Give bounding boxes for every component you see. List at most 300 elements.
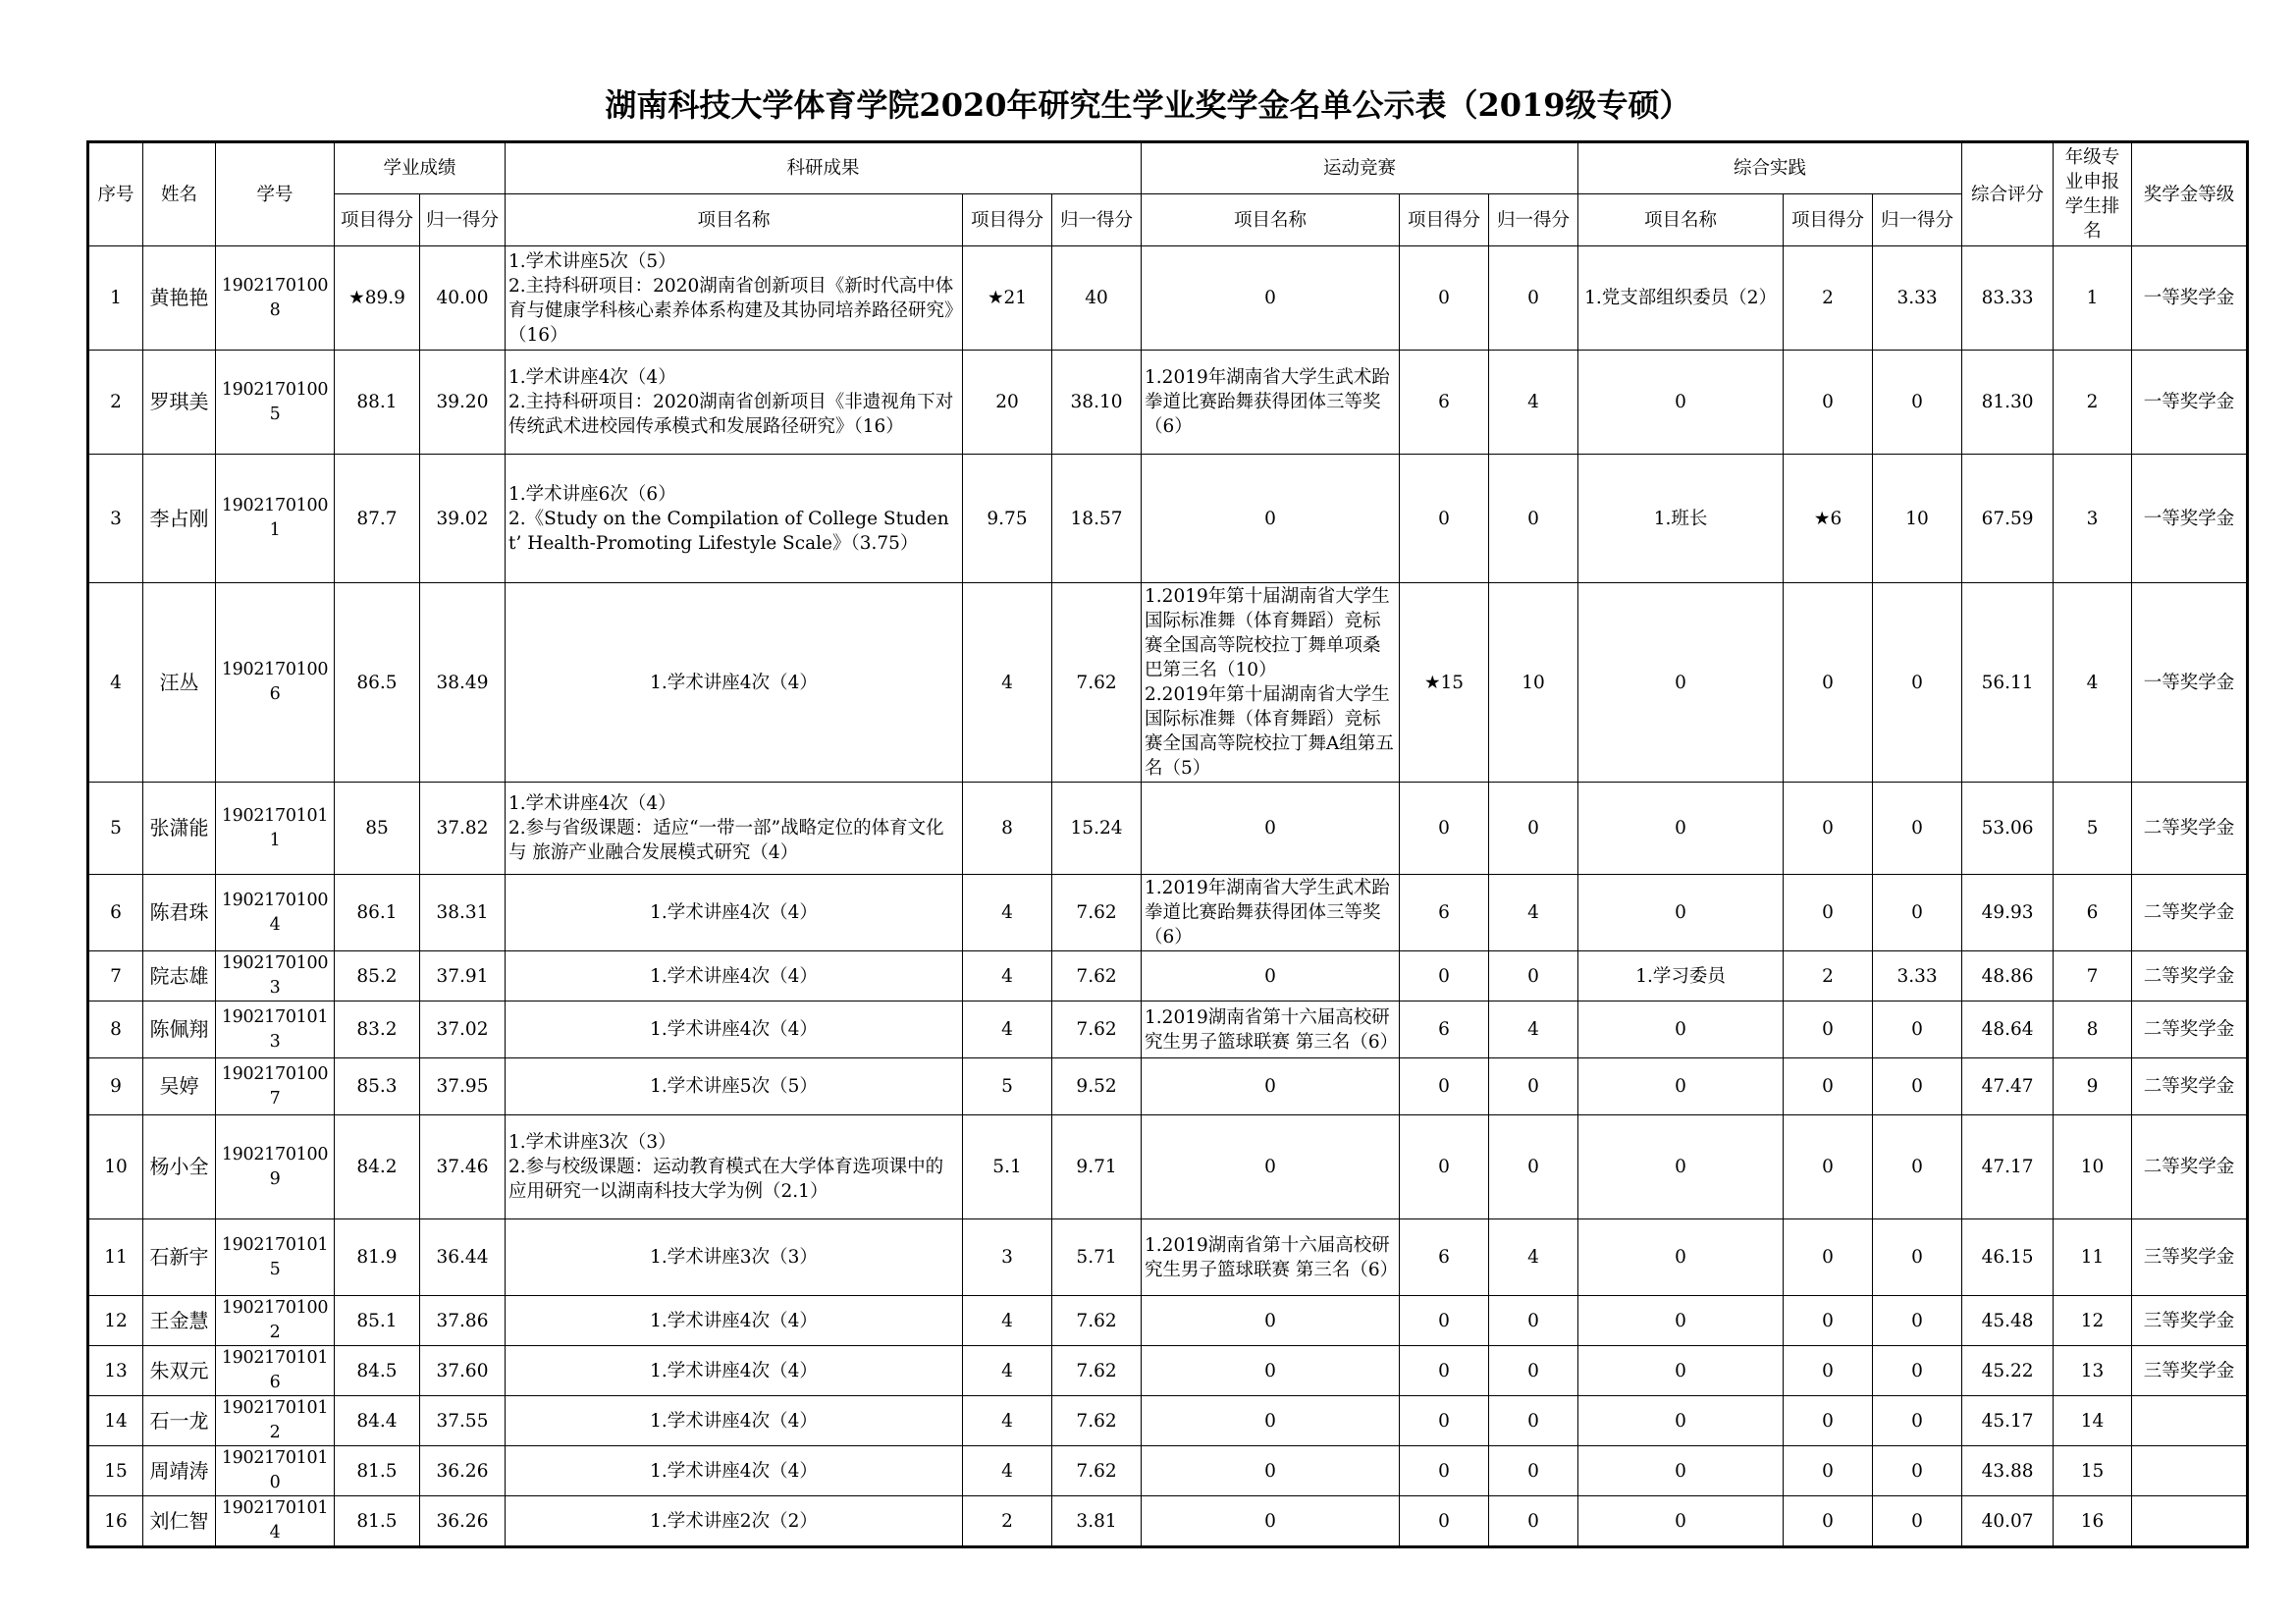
cell-research-norm-score: 15.24 — [1052, 783, 1142, 875]
cell-research-items — [506, 1115, 963, 1219]
header-academic-norm-score: 归一得分 — [420, 194, 506, 246]
cell-research-norm-score: 7.62 — [1052, 1001, 1142, 1058]
cell-seq: 1 — [88, 246, 143, 351]
cell-scholarship-level — [2132, 1396, 2248, 1446]
cell-research-items — [506, 246, 963, 351]
cell-academic-norm-score: 38.31 — [420, 875, 506, 951]
cell-academic-norm-score: 37.95 — [420, 1058, 506, 1115]
cell-name: 罗琪美 — [143, 351, 216, 455]
cell-practice-items-line: 0 — [1675, 1410, 1686, 1432]
cell-research-norm-score: 9.71 — [1052, 1115, 1142, 1219]
cell-total-score: 45.48 — [1962, 1296, 2054, 1346]
cell-sports-norm-score: 0 — [1489, 1058, 1578, 1115]
cell-academic-norm-score: 36.26 — [420, 1446, 506, 1496]
cell-practice-items-line: 0 — [1675, 1460, 1686, 1482]
cell-practice-items-line: 0 — [1675, 672, 1686, 693]
cell-research-norm-score: 38.10 — [1052, 351, 1142, 455]
cell-practice-items — [1578, 875, 1784, 951]
header-research-item-name: 项目名称 — [506, 194, 963, 246]
cell-rank: 9 — [2054, 1058, 2132, 1115]
header-academic-item-score: 项目得分 — [335, 194, 420, 246]
cell-practice-item-score: 0 — [1784, 783, 1873, 875]
cell-research-items-line: 1.学术讲座4次（4） — [650, 1360, 818, 1381]
cell-sports-item-score: 6 — [1400, 875, 1489, 951]
cell-scholarship-level: 二等奖学金 — [2132, 951, 2248, 1001]
cell-total-score: 46.15 — [1962, 1219, 2054, 1296]
cell-sports-items — [1142, 875, 1400, 951]
header-sports-norm-score: 归一得分 — [1489, 194, 1578, 246]
cell-academic-norm-score: 36.26 — [420, 1496, 506, 1547]
cell-scholarship-level: 一等奖学金 — [2132, 583, 2248, 783]
cell-sports-item-score: 0 — [1400, 1058, 1489, 1115]
cell-practice-items — [1578, 1058, 1784, 1115]
cell-seq: 9 — [88, 1058, 143, 1115]
cell-seq: 11 — [88, 1219, 143, 1296]
cell-student-id: 19021701012 — [216, 1396, 335, 1446]
cell-name: 院志雄 — [143, 951, 216, 1001]
cell-research-item-score: 4 — [963, 951, 1052, 1001]
header-practice-item-score: 项目得分 — [1784, 194, 1873, 246]
cell-sports-item-score: 0 — [1400, 246, 1489, 351]
cell-total-score: 53.06 — [1962, 783, 2054, 875]
cell-sports-items-line: 0 — [1264, 508, 1276, 529]
cell-practice-items-line: 0 — [1675, 902, 1686, 923]
cell-practice-norm-score: 0 — [1873, 875, 1962, 951]
cell-sports-norm-score: 4 — [1489, 875, 1578, 951]
cell-practice-norm-score: 0 — [1873, 351, 1962, 455]
cell-research-item-score: 8 — [963, 783, 1052, 875]
header-rank: 年级专业申报学生排名 — [2054, 142, 2132, 246]
cell-research-items-line: 2.《Study on the Compilation of College Student’ Health-Promoting Lifestyle Scale》（3.75） — [508, 508, 949, 554]
cell-seq: 16 — [88, 1496, 143, 1547]
scholarship-table — [86, 140, 2249, 1548]
cell-total-score: 49.93 — [1962, 875, 2054, 951]
cell-academic-item-score: 85.1 — [335, 1296, 420, 1346]
cell-sports-norm-score: 4 — [1489, 1001, 1578, 1058]
cell-total-score: 81.30 — [1962, 351, 2054, 455]
header-sports: 运动竞赛 — [1142, 142, 1578, 194]
cell-name: 李占刚 — [143, 455, 216, 583]
cell-sports-items — [1142, 1296, 1400, 1346]
cell-seq: 13 — [88, 1346, 143, 1396]
cell-academic-item-score: 85.2 — [335, 951, 420, 1001]
cell-sports-norm-score: 0 — [1489, 1446, 1578, 1496]
cell-total-score: 83.33 — [1962, 246, 2054, 351]
cell-practice-item-score: 0 — [1784, 875, 1873, 951]
cell-sports-items-line: 0 — [1264, 1157, 1276, 1177]
cell-practice-items — [1578, 583, 1784, 783]
cell-sports-items-line: 1.2019年湖南省大学生武术跆拳道比赛跆舞获得团体三等奖（6） — [1145, 878, 1390, 947]
cell-research-norm-score: 7.62 — [1052, 1296, 1142, 1346]
cell-sports-items-line: 0 — [1264, 965, 1276, 987]
cell-practice-norm-score: 0 — [1873, 783, 1962, 875]
table-row — [88, 1346, 2248, 1396]
cell-scholarship-level: 一等奖学金 — [2132, 455, 2248, 583]
cell-name: 张潇能 — [143, 783, 216, 875]
cell-research-items — [506, 1446, 963, 1496]
cell-research-items — [506, 1219, 963, 1296]
cell-research-items — [506, 1396, 963, 1446]
cell-academic-norm-score: 39.20 — [420, 351, 506, 455]
header-total: 综合评分 — [1962, 142, 2054, 246]
cell-sports-norm-score: 4 — [1489, 351, 1578, 455]
header-practice: 综合实践 — [1578, 142, 1962, 194]
cell-seq: 2 — [88, 351, 143, 455]
cell-practice-items — [1578, 951, 1784, 1001]
cell-research-norm-score: 7.62 — [1052, 583, 1142, 783]
cell-research-item-score: 2 — [963, 1496, 1052, 1547]
cell-research-items-line: 1.学术讲座5次（5） — [508, 250, 676, 272]
cell-research-items — [506, 455, 963, 583]
cell-research-items-line: 1.学术讲座5次（5） — [650, 1076, 818, 1097]
cell-academic-item-score: 86.5 — [335, 583, 420, 783]
cell-academic-norm-score: 37.55 — [420, 1396, 506, 1446]
cell-rank: 13 — [2054, 1346, 2132, 1396]
cell-practice-items — [1578, 1346, 1784, 1396]
cell-seq: 5 — [88, 783, 143, 875]
cell-research-items-line: 1.学术讲座6次（6） — [508, 483, 676, 505]
cell-research-norm-score: 18.57 — [1052, 455, 1142, 583]
cell-research-item-score: 4 — [963, 583, 1052, 783]
cell-research-items — [506, 951, 963, 1001]
cell-rank: 14 — [2054, 1396, 2132, 1446]
cell-sports-items-line: 0 — [1264, 1360, 1276, 1381]
cell-academic-item-score: 81.5 — [335, 1496, 420, 1547]
cell-total-score: 45.22 — [1962, 1346, 2054, 1396]
cell-practice-norm-score: 3.33 — [1873, 246, 1962, 351]
cell-scholarship-level: 二等奖学金 — [2132, 875, 2248, 951]
cell-practice-norm-score: 0 — [1873, 1496, 1962, 1547]
cell-practice-items — [1578, 351, 1784, 455]
cell-practice-item-score: 0 — [1784, 1219, 1873, 1296]
table-row — [88, 1296, 2248, 1346]
cell-research-item-score: 5 — [963, 1058, 1052, 1115]
cell-sports-items — [1142, 951, 1400, 1001]
cell-academic-item-score: 84.2 — [335, 1115, 420, 1219]
table-row — [88, 1396, 2248, 1446]
header-research-norm-score: 归一得分 — [1052, 194, 1142, 246]
cell-research-item-score: 5.1 — [963, 1115, 1052, 1219]
cell-total-score: 47.47 — [1962, 1058, 2054, 1115]
cell-practice-norm-score: 0 — [1873, 1296, 1962, 1346]
cell-practice-item-score: 2 — [1784, 246, 1873, 351]
cell-sports-item-score: 0 — [1400, 1496, 1489, 1547]
cell-practice-items — [1578, 1396, 1784, 1446]
cell-sports-items — [1142, 783, 1400, 875]
cell-seq: 3 — [88, 455, 143, 583]
cell-research-items-line: 1.学术讲座3次（3） — [650, 1247, 818, 1268]
cell-academic-item-score: 85.3 — [335, 1058, 420, 1115]
cell-research-norm-score: 7.62 — [1052, 1396, 1142, 1446]
cell-practice-item-score: 0 — [1784, 351, 1873, 455]
cell-sports-items — [1142, 1496, 1400, 1547]
cell-research-norm-score: 40 — [1052, 246, 1142, 351]
cell-rank: 1 — [2054, 246, 2132, 351]
cell-academic-item-score: 86.1 — [335, 875, 420, 951]
cell-scholarship-level — [2132, 1446, 2248, 1496]
cell-practice-items — [1578, 1446, 1784, 1496]
cell-practice-items-line: 0 — [1675, 1247, 1686, 1268]
cell-sports-item-score: 0 — [1400, 1396, 1489, 1446]
cell-practice-item-score: 0 — [1784, 1001, 1873, 1058]
header-academic: 学业成绩 — [335, 142, 506, 194]
cell-sports-items — [1142, 351, 1400, 455]
cell-research-item-score: 20 — [963, 351, 1052, 455]
cell-sports-items-line: 1.2019年第十届湖南省大学生国际标准舞（体育舞蹈）竞标赛全国高等院校拉丁舞单项桑巴第三名（10） — [1145, 586, 1390, 680]
header-sports-item-score: 项目得分 — [1400, 194, 1489, 246]
cell-practice-norm-score: 0 — [1873, 1115, 1962, 1219]
cell-practice-items-line: 0 — [1675, 392, 1686, 412]
cell-research-item-score: 4 — [963, 1346, 1052, 1396]
cell-practice-items — [1578, 455, 1784, 583]
cell-sports-items-line: 0 — [1264, 1076, 1276, 1097]
cell-rank: 15 — [2054, 1446, 2132, 1496]
cell-practice-norm-score: 0 — [1873, 1001, 1962, 1058]
cell-research-items-line: 2.参与省级课题：适应“一带一部”战略定位的体育文化与 旅游产业融合发展模式研究（4） — [508, 818, 944, 863]
cell-sports-norm-score: 0 — [1489, 1346, 1578, 1396]
cell-research-items-line: 1.学术讲座3次（3） — [508, 1132, 676, 1153]
cell-research-items — [506, 1496, 963, 1547]
cell-total-score: 67.59 — [1962, 455, 2054, 583]
cell-sports-norm-score: 0 — [1489, 1496, 1578, 1547]
cell-research-items-line: 1.学术讲座4次（4） — [650, 1460, 818, 1482]
page-title: 湖南科技大学体育学院2020年研究生学业奖学金名单公示表（2019级专硕） — [605, 86, 1691, 124]
cell-seq: 8 — [88, 1001, 143, 1058]
cell-academic-item-score: 81.9 — [335, 1219, 420, 1296]
cell-student-id: 19021701014 — [216, 1496, 335, 1547]
cell-research-norm-score: 5.71 — [1052, 1219, 1142, 1296]
cell-academic-item-score: ★89.9 — [335, 246, 420, 351]
cell-student-id: 19021701002 — [216, 1296, 335, 1346]
cell-total-score: 56.11 — [1962, 583, 2054, 783]
cell-practice-items-line: 0 — [1675, 1019, 1686, 1040]
table-row — [88, 246, 2248, 351]
cell-practice-item-score: 0 — [1784, 1346, 1873, 1396]
cell-research-item-score: 4 — [963, 875, 1052, 951]
header-research: 科研成果 — [506, 142, 1142, 194]
cell-name: 黄艳艳 — [143, 246, 216, 351]
cell-research-items-line: 1.学术讲座4次（4） — [650, 1310, 818, 1331]
cell-sports-norm-score: 0 — [1489, 1115, 1578, 1219]
cell-scholarship-level: 一等奖学金 — [2132, 351, 2248, 455]
cell-research-items — [506, 351, 963, 455]
cell-rank: 3 — [2054, 455, 2132, 583]
cell-research-items — [506, 783, 963, 875]
cell-academic-item-score: 83.2 — [335, 1001, 420, 1058]
table-row — [88, 455, 2248, 583]
cell-research-norm-score: 7.62 — [1052, 951, 1142, 1001]
cell-student-id: 19021701010 — [216, 1446, 335, 1496]
cell-rank: 12 — [2054, 1296, 2132, 1346]
header-student-id: 学号 — [216, 142, 335, 246]
cell-total-score: 40.07 — [1962, 1496, 2054, 1547]
table-row — [88, 583, 2248, 783]
cell-sports-norm-score: 0 — [1489, 1296, 1578, 1346]
cell-scholarship-level: 二等奖学金 — [2132, 1001, 2248, 1058]
cell-academic-norm-score: 36.44 — [420, 1219, 506, 1296]
cell-practice-items — [1578, 1219, 1784, 1296]
cell-sports-items-line: 0 — [1264, 1460, 1276, 1482]
cell-sports-items-line: 2.2019年第十届湖南省大学生国际标准舞（体育舞蹈）竞标赛全国高等院校拉丁舞A组第五名（5） — [1145, 684, 1394, 779]
cell-sports-norm-score: 10 — [1489, 583, 1578, 783]
table-row — [88, 783, 2248, 875]
cell-name: 杨小全 — [143, 1115, 216, 1219]
cell-academic-item-score: 84.4 — [335, 1396, 420, 1446]
cell-student-id: 19021701001 — [216, 455, 335, 583]
cell-research-item-score: 4 — [963, 1001, 1052, 1058]
cell-research-norm-score: 9.52 — [1052, 1058, 1142, 1115]
cell-academic-norm-score: 38.49 — [420, 583, 506, 783]
cell-student-id: 19021701005 — [216, 351, 335, 455]
table-row — [88, 875, 2248, 951]
cell-sports-item-score: 0 — [1400, 783, 1489, 875]
cell-name: 石新宇 — [143, 1219, 216, 1296]
cell-practice-item-score: 0 — [1784, 1115, 1873, 1219]
cell-sports-item-score: 6 — [1400, 1001, 1489, 1058]
cell-academic-item-score: 85 — [335, 783, 420, 875]
header-practice-item-name: 项目名称 — [1578, 194, 1784, 246]
cell-seq: 15 — [88, 1446, 143, 1496]
cell-research-items-line: 1.学术讲座4次（4） — [650, 1410, 818, 1432]
cell-practice-items-line: 0 — [1675, 818, 1686, 839]
cell-seq: 6 — [88, 875, 143, 951]
cell-research-items — [506, 583, 963, 783]
cell-academic-item-score: 84.5 — [335, 1346, 420, 1396]
header-level: 奖学金等级 — [2132, 142, 2248, 246]
cell-practice-norm-score: 3.33 — [1873, 951, 1962, 1001]
cell-practice-item-score: 0 — [1784, 1446, 1873, 1496]
cell-seq: 7 — [88, 951, 143, 1001]
cell-total-score: 45.17 — [1962, 1396, 2054, 1446]
cell-total-score: 47.17 — [1962, 1115, 2054, 1219]
cell-practice-norm-score: 0 — [1873, 583, 1962, 783]
cell-student-id: 19021701006 — [216, 583, 335, 783]
cell-practice-items-line: 0 — [1675, 1360, 1686, 1381]
cell-practice-norm-score: 0 — [1873, 1446, 1962, 1496]
cell-sports-items — [1142, 1115, 1400, 1219]
cell-research-item-score: 9.75 — [963, 455, 1052, 583]
cell-name: 周靖涛 — [143, 1446, 216, 1496]
cell-rank: 16 — [2054, 1496, 2132, 1547]
cell-research-items-line: 2.参与校级课题：运动教育模式在大学体育选项课中的应用研究一以湖南科技大学为例（2.1） — [508, 1157, 944, 1202]
cell-name: 吴婷 — [143, 1058, 216, 1115]
cell-sports-item-score: 0 — [1400, 1346, 1489, 1396]
cell-sports-items — [1142, 1346, 1400, 1396]
cell-scholarship-level: 二等奖学金 — [2132, 1058, 2248, 1115]
cell-total-score: 43.88 — [1962, 1446, 2054, 1496]
cell-research-items-line: 1.学术讲座4次（4） — [650, 965, 818, 987]
cell-rank: 6 — [2054, 875, 2132, 951]
cell-sports-item-score: 0 — [1400, 1446, 1489, 1496]
cell-research-items-line: 2.主持科研项目：2020湖南省创新项目《新时代高中体育与健康学科核心素养体系构建及其协同培养路径研究》（16） — [508, 275, 954, 346]
cell-sports-items-line: 0 — [1264, 1410, 1276, 1432]
cell-practice-items — [1578, 1496, 1784, 1547]
table-body — [88, 246, 2248, 1547]
cell-sports-item-score: 0 — [1400, 1115, 1489, 1219]
cell-rank: 2 — [2054, 351, 2132, 455]
cell-rank: 11 — [2054, 1219, 2132, 1296]
cell-sports-norm-score: 4 — [1489, 1219, 1578, 1296]
cell-seq: 12 — [88, 1296, 143, 1346]
cell-academic-norm-score: 37.91 — [420, 951, 506, 1001]
cell-research-norm-score: 7.62 — [1052, 1446, 1142, 1496]
cell-scholarship-level: 一等奖学金 — [2132, 246, 2248, 351]
cell-research-items — [506, 875, 963, 951]
cell-sports-items — [1142, 1058, 1400, 1115]
cell-research-items-line: 1.学术讲座4次（4） — [650, 1019, 818, 1040]
cell-student-id: 19021701004 — [216, 875, 335, 951]
cell-scholarship-level: 三等奖学金 — [2132, 1219, 2248, 1296]
table-row — [88, 1058, 2248, 1115]
cell-practice-item-score: 0 — [1784, 1058, 1873, 1115]
cell-research-items — [506, 1001, 963, 1058]
cell-rank: 7 — [2054, 951, 2132, 1001]
cell-practice-items-line: 1.党支部组织委员（2） — [1584, 288, 1778, 308]
cell-practice-items-line: 0 — [1675, 1076, 1686, 1097]
cell-student-id: 19021701011 — [216, 783, 335, 875]
cell-scholarship-level: 三等奖学金 — [2132, 1346, 2248, 1396]
cell-scholarship-level: 二等奖学金 — [2132, 783, 2248, 875]
cell-practice-items — [1578, 246, 1784, 351]
cell-rank: 10 — [2054, 1115, 2132, 1219]
cell-sports-items-line: 0 — [1264, 818, 1276, 839]
table-row — [88, 1496, 2248, 1547]
cell-student-id: 19021701003 — [216, 951, 335, 1001]
cell-rank: 5 — [2054, 783, 2132, 875]
cell-student-id: 19021701007 — [216, 1058, 335, 1115]
table-row — [88, 1115, 2248, 1219]
cell-sports-items — [1142, 246, 1400, 351]
cell-sports-items — [1142, 455, 1400, 583]
cell-total-score: 48.64 — [1962, 1001, 2054, 1058]
cell-practice-norm-score: 0 — [1873, 1396, 1962, 1446]
cell-sports-item-score: 6 — [1400, 351, 1489, 455]
cell-sports-items-line: 0 — [1264, 1310, 1276, 1331]
cell-research-item-score: 4 — [963, 1296, 1052, 1346]
cell-academic-item-score: 87.7 — [335, 455, 420, 583]
cell-name: 王金慧 — [143, 1296, 216, 1346]
cell-practice-item-score: 0 — [1784, 1396, 1873, 1446]
cell-sports-items-line: 1.2019年湖南省大学生武术跆拳道比赛跆舞获得团体三等奖（6） — [1145, 367, 1390, 437]
cell-rank: 4 — [2054, 583, 2132, 783]
cell-research-items-line: 1.学术讲座4次（4） — [508, 793, 676, 814]
cell-seq: 4 — [88, 583, 143, 783]
table-row — [88, 1446, 2248, 1496]
cell-sports-items-line: 1.2019湖南省第十六届高校研究生男子篮球联赛 第三名（6） — [1145, 1006, 1399, 1053]
cell-practice-norm-score: 10 — [1873, 455, 1962, 583]
cell-practice-items — [1578, 1001, 1784, 1058]
cell-academic-norm-score: 37.46 — [420, 1115, 506, 1219]
cell-practice-items-line: 1.学习委员 — [1635, 965, 1726, 987]
cell-practice-items — [1578, 783, 1784, 875]
cell-scholarship-level — [2132, 1496, 2248, 1547]
header-name: 姓名 — [143, 142, 216, 246]
table-row — [88, 1001, 2248, 1058]
cell-name: 刘仁智 — [143, 1496, 216, 1547]
header-seq: 序号 — [88, 142, 143, 246]
cell-sports-items — [1142, 1001, 1400, 1058]
cell-academic-norm-score: 40.00 — [420, 246, 506, 351]
cell-practice-items-line: 0 — [1675, 1157, 1686, 1177]
cell-research-items-line: 1.学术讲座4次（4） — [650, 672, 818, 693]
cell-research-norm-score: 7.62 — [1052, 1346, 1142, 1396]
cell-practice-item-score: ★6 — [1784, 455, 1873, 583]
cell-sports-norm-score: 0 — [1489, 246, 1578, 351]
cell-name: 石一龙 — [143, 1396, 216, 1446]
cell-sports-items-line: 0 — [1264, 1510, 1276, 1532]
cell-sports-item-score: 0 — [1400, 1296, 1489, 1346]
cell-name: 汪丛 — [143, 583, 216, 783]
